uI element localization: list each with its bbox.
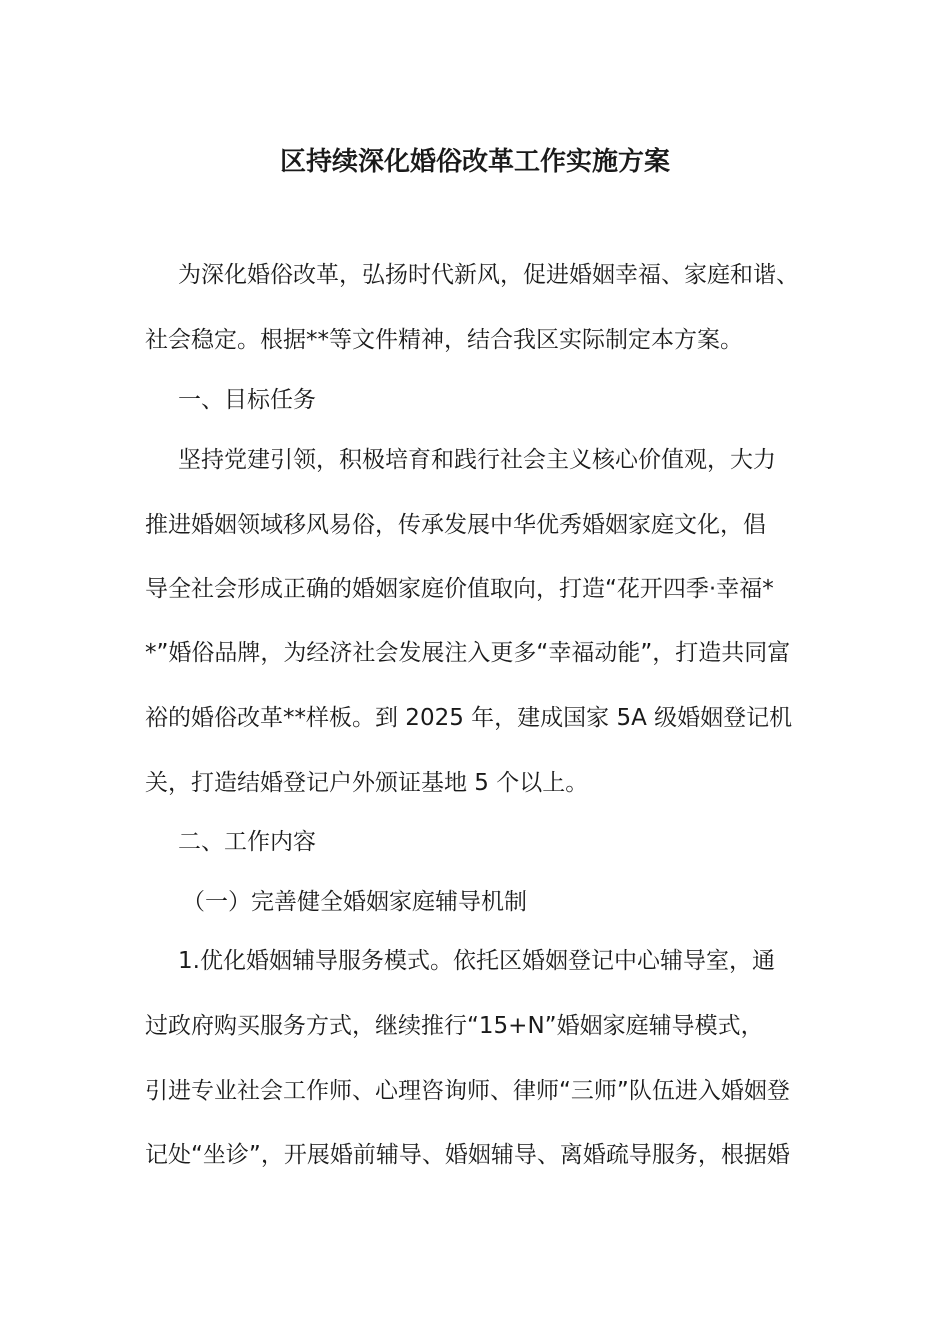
body-line-8: 裕的婚俗改革**样板。到 2025 年，建成国家 5A 级婚姻登记机 [145,705,793,731]
body-line-12: 1.优化婚姻辅导服务模式。依托区婚姻登记中心辅导室，通 [178,948,775,974]
body-line-15: 记处“坐诊”，开展婚前辅导、婚姻辅导、离婚疏导服务，根据婚 [145,1142,790,1168]
body-line-5: 推进婚姻领域移风易俗，传承发展中华优秀婚姻家庭文化，倡 [145,512,766,538]
section-heading-goals: 一、目标任务 [178,387,316,413]
body-line-4: 坚持党建引领，积极培育和践行社会主义核心价值观，大力 [178,447,776,473]
section-heading-content: 二、工作内容 [178,829,316,855]
body-line-1: 为深化婚俗改革，弘扬时代新风，促进婚姻幸福、家庭和谐、 [178,262,799,288]
document-title: 区持续深化婚俗改革工作实施方案 [279,147,670,177]
subsection-heading-1: （一）完善健全婚姻家庭辅导机制 [182,889,527,915]
body-line-6: 导全社会形成正确的婚姻家庭价值取向，打造“花开四季·幸福* [145,576,774,602]
body-line-13: 过政府购买服务方式，继续推行“15+N”婚姻家庭辅导模式， [145,1013,764,1039]
body-line-7: *”婚俗品牌，为经济社会发展注入更多“幸福动能”，打造共同富 [145,640,791,666]
body-line-14: 引进专业社会工作师、心理咨询师、律师“三师”队伍进入婚姻登 [145,1078,790,1104]
body-line-9: 关，打造结婚登记户外颁证基地 5 个以上。 [145,770,589,796]
body-line-2: 社会稳定。根据**等文件精神，结合我区实际制定本方案。 [145,327,743,353]
